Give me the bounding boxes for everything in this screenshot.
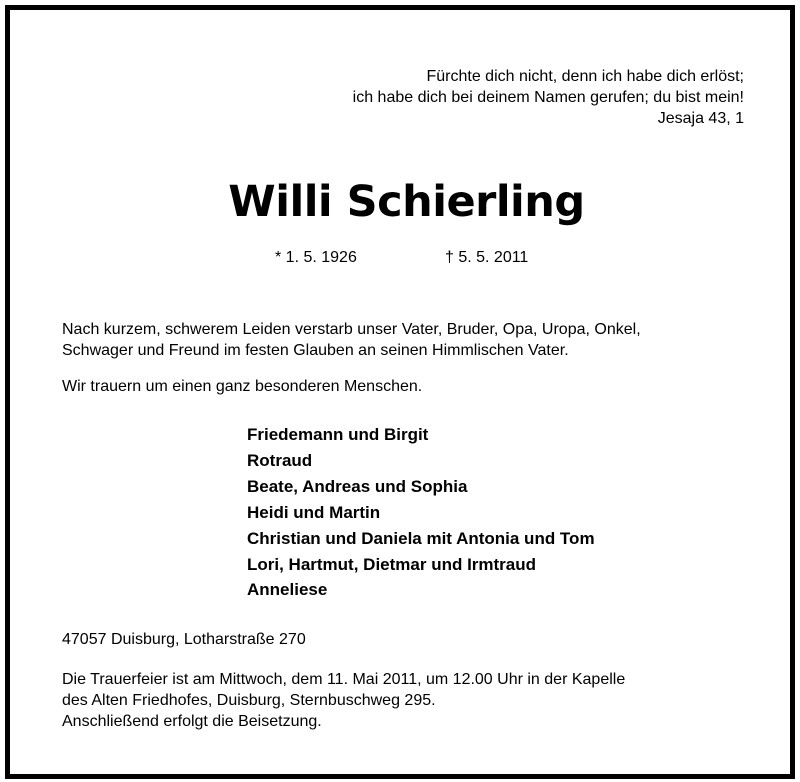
mourner-entry: Friedemann und Birgit	[247, 425, 429, 444]
funeral-service-info	[62, 669, 625, 732]
mourning-line: Wir trauern um einen ganz besonderen Menschen.	[62, 378, 423, 395]
service-line: des Alten Friedhofes, Duisburg, Sternbuschweg 295.	[62, 692, 436, 709]
death-date: † 5. 5. 2011	[445, 249, 529, 266]
mourners-list	[247, 422, 595, 603]
death-announcement	[62, 319, 641, 361]
announcement-line: Nach kurzem, schwerem Leiden verstarb unser Vater, Bruder, Opa, Uropa, Onkel,	[62, 321, 641, 338]
mourner-entry: Beate, Andreas und Sophia	[247, 476, 468, 496]
verse-line: Fürchte dich nicht, denn ich habe dich erlöst;	[426, 68, 744, 85]
mourner-entry: Heidi und Martin	[247, 502, 381, 522]
mourner-entry: Anneliese	[247, 580, 328, 600]
service-line: Die Trauerfeier ist am Mittwoch, dem 11. Mai 2011, um 12.00 Uhr in der Kapelle	[62, 671, 626, 688]
obituary-notice	[5, 5, 795, 779]
mourning-statement	[62, 376, 422, 397]
family-address: 47057 Duisburg, Lotharstraße 270	[62, 631, 306, 648]
announcement-line: Schwager und Freund im festen Glauben an seinen Himmlischen Vater.	[62, 342, 569, 359]
verse-reference: Jesaja 43, 1	[657, 110, 744, 127]
mourner-entry: Rotraud	[247, 450, 313, 470]
birth-date: * 1. 5. 1926	[275, 249, 357, 266]
mourner-entry: Christian und Daniela mit Antonia und Tom	[247, 528, 595, 548]
deceased-name: Willi Schierling	[228, 177, 585, 227]
service-line: Anschließend erfolgt die Beisetzung.	[62, 713, 322, 730]
verse-line: ich habe dich bei deinem Namen gerufen; du bist mein!	[352, 89, 744, 106]
mourner-entry: Lori, Hartmut, Dietmar und Irmtraud	[247, 554, 537, 574]
bible-verse	[353, 66, 744, 129]
